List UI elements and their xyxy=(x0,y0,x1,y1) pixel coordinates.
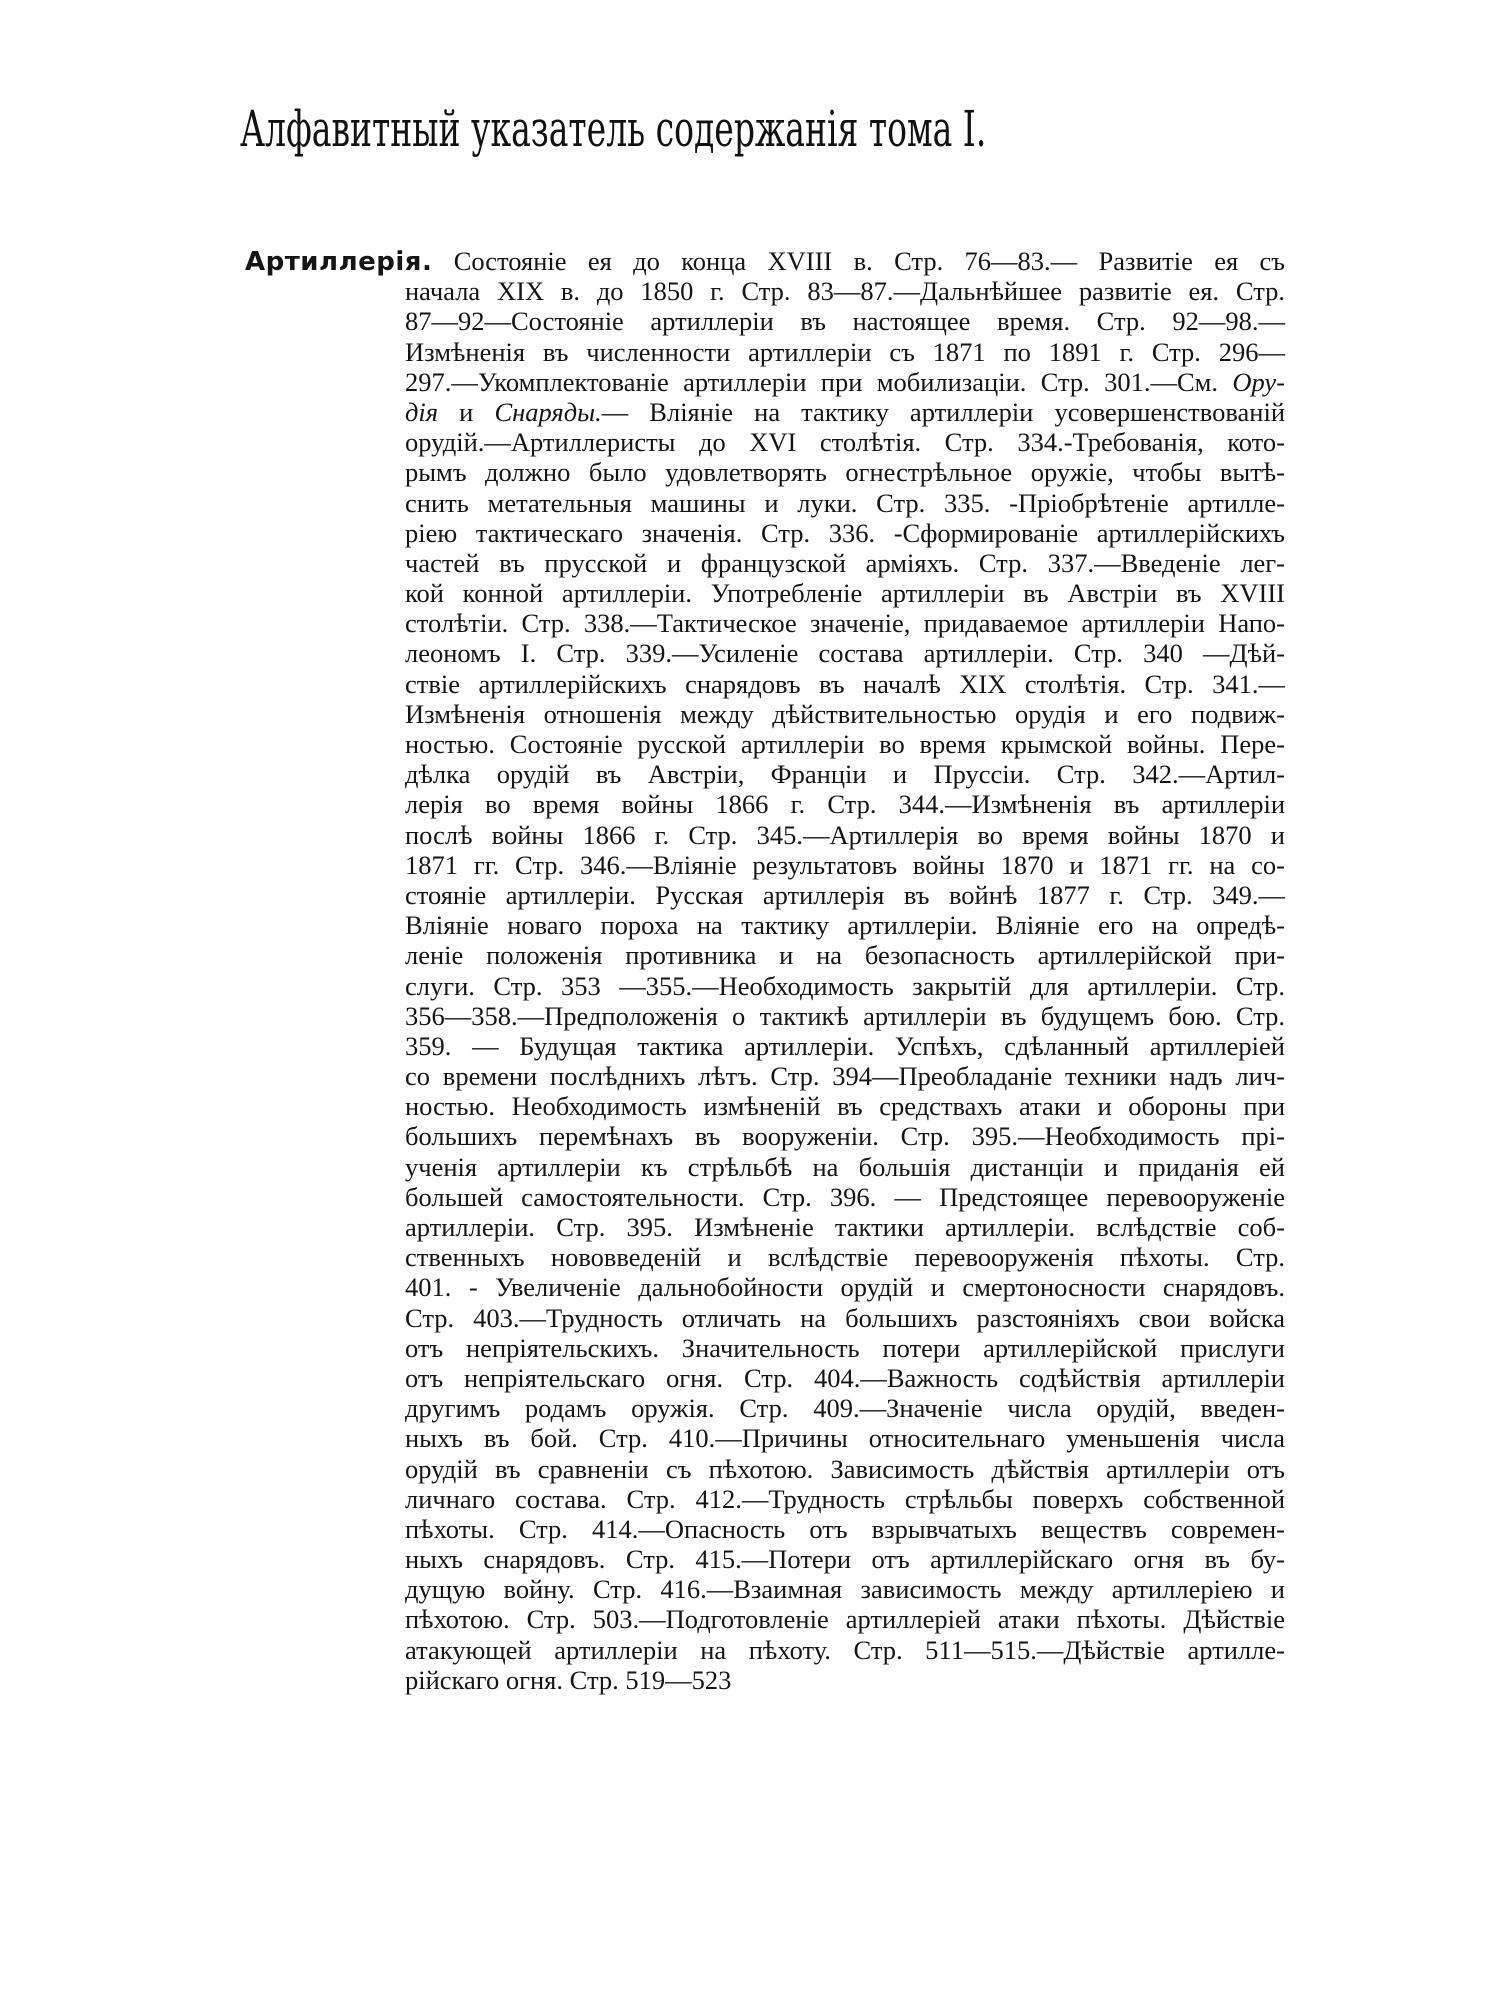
entry-line: орудій.—Артиллеристы до XVI столѣтія. Стр. 334.-Требованія, кото- xyxy=(405,427,1285,458)
entry-line: ныхъ въ бой. Стр. 410.—Причины относительнаго уменьшенія числа xyxy=(405,1423,1285,1454)
entry-line: пѣхоты. Стр. 414.—Опасность отъ взрывчатыхъ веществъ современ- xyxy=(405,1513,1285,1544)
entry-line: 1871 гг. Стр. 346.—Вліяніе результатовъ войны 1870 и 1871 гг. на со- xyxy=(405,849,1285,880)
entry-line: Измѣненія отношенія между дѣйствительностью орудія и его подвиж- xyxy=(405,698,1285,729)
entry-line: ныхъ снарядовъ. Стр. 415.—Потери отъ артиллерійскаго огня въ бу- xyxy=(405,1544,1285,1575)
entry-line: частей въ прусской и французской арміяхъ. Стр. 337.—Введеніе лег- xyxy=(405,547,1285,578)
entry-line: 87—92—Состояніе артиллеріи въ настоящее время. Стр. 92—98.— xyxy=(405,306,1285,337)
entry-line: лерія во время войны 1866 г. Стр. 344.—Измѣненія въ артиллеріи xyxy=(405,789,1285,820)
entry-line: леономъ I. Стр. 339.—Усиленіе состава артиллеріи. Стр. 340 —Дѣй- xyxy=(405,638,1285,669)
entry-line: личнаго состава. Стр. 412.—Трудность стрѣльбы поверхъ собственной xyxy=(405,1483,1285,1514)
entry-line-text: и xyxy=(459,396,474,427)
entry-line: со времени послѣднихъ лѣтъ. Стр. 394—Преобладаніе техники надъ лич- xyxy=(405,1061,1285,1092)
entry-line: 359. — Будущая тактика артиллеріи. Успѣхъ, сдѣланный артиллеріей xyxy=(405,1030,1285,1061)
entry-line xyxy=(405,397,1285,427)
entry-line: артиллеріи. Стр. 395. Измѣненіе тактики артиллеріи. вслѣдствіе соб- xyxy=(405,1212,1285,1242)
entry-line: дѣлка орудій въ Австріи, Франціи и Пруссіи. Стр. 342.—Артил- xyxy=(405,759,1285,790)
entry-line xyxy=(245,246,1285,276)
entry-line: Стр. 403.—Трудность отличать на большихъ разстояніяхъ свои войска xyxy=(405,1302,1285,1333)
entry-line: отъ непріятельскаго огня. Стр. 404.—Важность содѣйствія артиллеріи xyxy=(405,1362,1285,1393)
cross-reference: дія xyxy=(405,396,439,427)
entry-line: 356—358.—Предположенія о тактикѣ артиллеріи въ будущемъ бою. Стр. xyxy=(405,1000,1285,1031)
entry-line: стояніе артиллеріи. Русская артиллерія въ войнѣ 1877 г. Стр. 349.— xyxy=(405,879,1285,910)
entry-line: большей самостоятельности. Стр. 396. — Предстоящее перевооруженіе xyxy=(405,1181,1285,1212)
entry-line: ствіе артиллерійскихъ снарядовъ въ началѣ XIX столѣтія. Стр. 341.— xyxy=(405,668,1285,699)
index-entry xyxy=(245,246,1285,1695)
entry-line: Вліяніе новаго пороха на тактику артиллеріи. Вліяніе его на опредѣ- xyxy=(405,910,1285,941)
entry-line: ностью. Состояніе русской артиллеріи во время крымской войны. Пере- xyxy=(405,729,1285,759)
entry-headword: Артиллерія. xyxy=(245,247,433,277)
entry-line: другимъ родамъ оружія. Стр. 409.—Значеніе числа орудій, введен- xyxy=(405,1393,1285,1424)
cross-reference: Ору- xyxy=(1232,366,1285,397)
entry-line: леніе положенія противника и на безопасность артиллерійской при- xyxy=(405,940,1285,971)
entry-line: пѣхотою. Стр. 503.—Подготовленіе артиллеріей атаки пѣхоты. Дѣйствіе xyxy=(405,1604,1285,1635)
entry-line: рійскаго огня. Стр. 519—523 xyxy=(405,1664,732,1695)
entry-line: столѣтіи. Стр. 338.—Тактическое значеніе, придаваемое артиллеріи Напо- xyxy=(405,608,1285,639)
entry-line-text: 297.—Укомплектованіе артиллеріи при мобилизаціи. Стр. 301.—См. xyxy=(405,366,1219,397)
entry-line: кой конной артиллеріи. Употребленіе артиллеріи въ Австріи въ XVIII xyxy=(405,578,1285,609)
entry-line: ріею тактическаго значенія. Стр. 336. -Сформированіе артиллерійскихъ xyxy=(405,517,1285,548)
entry-line: дущую войну. Стр. 416.—Взаимная зависимость между артиллеріею и xyxy=(405,1574,1285,1605)
entry-line: орудій въ сравненіи съ пѣхотою. Зависимость дѣйствія артиллеріи отъ xyxy=(405,1453,1285,1484)
entry-line: ностью. Необходимость измѣненій въ средствахъ атаки и обороны при xyxy=(405,1091,1285,1122)
entry-line: большихъ перемѣнахъ въ вооруженіи. Стр. 395.—Необходимость прі- xyxy=(405,1121,1285,1152)
entry-line: слуги. Стр. 353 —355.—Необходимость закрытій для артиллеріи. Стр. xyxy=(405,970,1285,1001)
entry-line: послѣ войны 1866 г. Стр. 345.—Артиллерія во время войны 1870 и xyxy=(405,819,1285,850)
entry-line: снить метательныя машины и луки. Стр. 335. -Пріобрѣтеніе артилле- xyxy=(405,487,1285,518)
entry-line: ственныхъ нововведеній и вслѣдствіе перевооруженія пѣхоты. Стр. xyxy=(405,1242,1285,1273)
entry-line: Измѣненія въ численности артиллеріи съ 1871 по 1891 г. Стр. 296— xyxy=(405,336,1285,367)
entry-line: отъ непріятельскихъ. Значительность потери артиллерійской прислуги xyxy=(405,1332,1285,1363)
entry-line: ученія артиллеріи къ стрѣльбѣ на большія дистанціи и приданія ей xyxy=(405,1151,1285,1182)
entry-line: атакующей артиллеріи на пѣхоту. Стр. 511—515.—Дѣйствіе артилле- xyxy=(405,1634,1285,1665)
entry-line: рымъ должно было удовлетворять огнестрѣльное оружіе, чтобы вытѣ- xyxy=(405,457,1285,488)
entry-line xyxy=(405,367,1285,397)
entry-line-text: Состояніе ея до конца XVIII в. Стр. 76—83.— Развитіе ея съ xyxy=(453,246,1286,276)
entry-line-text: — Вліяніе на тактику артиллеріи усовершенствованій xyxy=(601,396,1285,427)
page-title: Алфавитный указатель содержанія тома I. xyxy=(240,100,987,158)
cross-reference: Снаряды. xyxy=(494,396,602,427)
entry-line: начала XIX в. до 1850 г. Стр. 83—87.—Дальнѣйшее развитіе ея. Стр. xyxy=(405,276,1285,307)
entry-line: 401. - Увеличеніе дальнобойности орудій и смертоносности снарядовъ. xyxy=(405,1272,1285,1303)
